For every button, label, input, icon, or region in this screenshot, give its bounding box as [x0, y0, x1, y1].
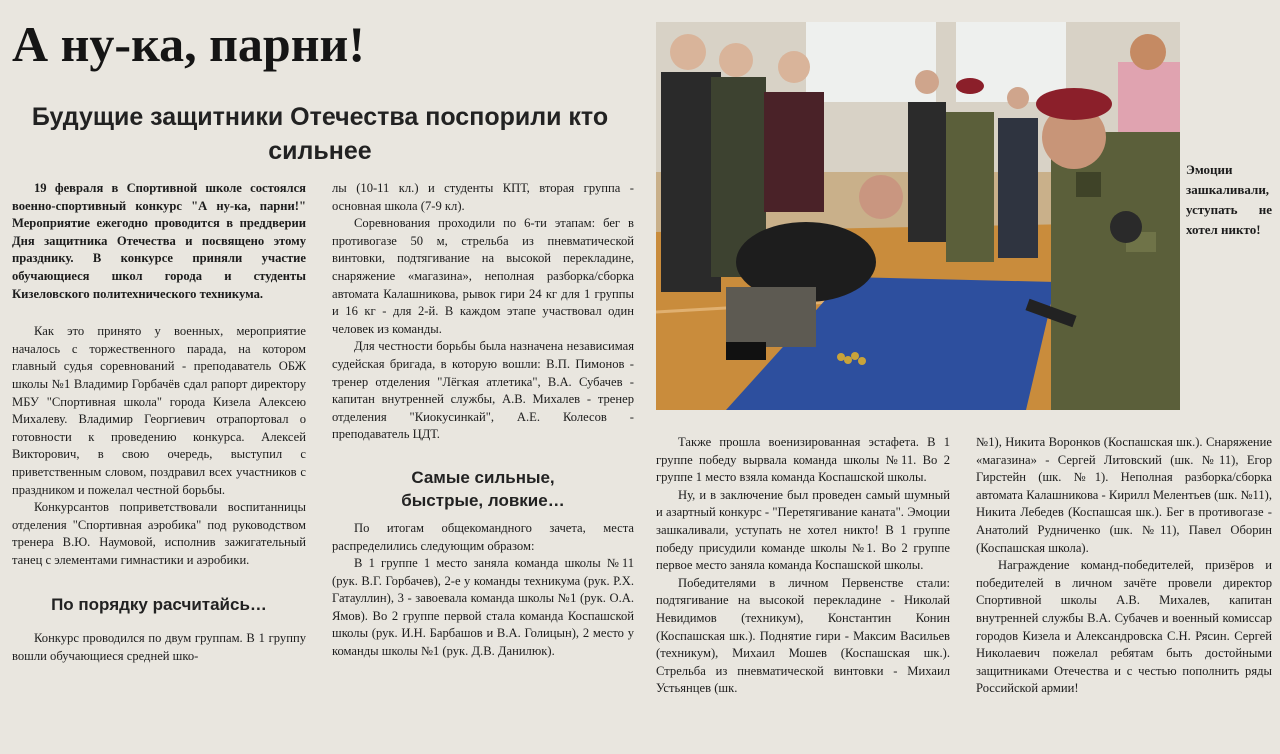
column-4	[976, 434, 1272, 698]
paragraph: Для честности борьбы была назначена независимая судейская бригада, в которую вошли: В.П. Пимонов - тренер отделения "Лёгкая атлетика", В.А. Субачев - капитан внутренней службы, А.В. Михалев - тренер отделения "Киокусинкай", А.Е. Колесов - преподаватель ЦДТ.	[332, 339, 634, 442]
column-2	[332, 180, 634, 661]
paragraph: Также прошла военизированная эстафета. В 1 группе победу вырвала команда школы №11. Во 2 группе 1 место взяла команда Коспашской школы.	[656, 435, 950, 485]
paragraph: Ну, и в заключение был проведен самый шумный и азартный конкурс - "Перетягивание каната". Эмоции зашкаливали, уступать не хотел никто! В 1 группе победу присудили команде школы №1. Во 2 группе первое место заняла команда Коспашской школы.	[656, 487, 950, 573]
section-title: По порядку расчитайсь…	[51, 595, 267, 615]
section-title: Самые сильные, быстрые, ловкие…	[401, 467, 565, 510]
subheadline: Будущие защитники Отечества поспорили кто сильнее	[31, 103, 609, 165]
photo-illustration	[656, 22, 1180, 410]
paragraph: В 1 группе 1 место заняла команда школы №11 (рук. В.Г. Горбачев), 2-е у команды техникума (рук. Р.Х. Гатауллин), 3 - завоевала команда школы №1 (рук. О.А. Ямов). Во 2 группе первой стала команда Коспашской школы (рук. И.Н. Барбашов и В.А. Голицын), 2 место у команды школы №1 (рук. Д.В. Данилюк).	[332, 556, 634, 659]
headline: А ну-ка, парни!	[12, 16, 366, 72]
lead-paragraph: 19 февраля в Спортивной школе состоялся военно-спортивный конкурс "А ну-ка, парни!" Мероприятие ежегодно проводится в преддверии Дня защитника Отечества и посвящено этому празднику. В конкурсе приняли участие обучающиеся школ города и студенты Кизеловского политехнического техникума.	[12, 181, 306, 301]
paragraph: По итогам общекомандного зачета, места распределились следующим образом:	[332, 520, 634, 553]
paragraph: №1), Никита Воронков (Коспашская шк.). Снаряжение «магазина» - Сергей Литовский (шк. №11), Егор Гирстейн (шк. №1). Неполная разборка/сборка автомата Калашникова - Кирилл Мелентьев (шк. №11), Никита Лебедев (Коспашсая шк.). Бег в противогазе - Анатолий Рудниченко (шк. №11), Павел Оборин (Коспашская школа).	[976, 435, 1272, 555]
article-photo	[656, 22, 1180, 410]
paragraph: Конкурсантов поприветствовали воспитанницы отделения "Спортивная аэробика" под руководством тренера В.Ю. Наумовой, исполнив зажигательный танец с элементами гимнастики и аэробики.	[12, 500, 306, 567]
paragraph: Соревнования проходили по 6-ти этапам: бег в противогазе 50 м, стрельба из пневматической винтовки, подтягивание на высокой перекладине, снаряжение «магазина», неполная разборка/сборка автомата Калашникова, рывок гири 24 кг для 1 группы и 16 кг - для 2-й. В каждом этапе участвовал один человек из команды.	[332, 216, 634, 336]
paragraph: лы (10-11 кл.) и студенты КПТ, вторая группа - основная школа (7-9 кл).	[332, 181, 634, 213]
paragraph: Победителями в личном Первенстве стали: подтягивание на высокой перекладине - Николай Невидимов (техникум), Константин Конин (Коспашская шк.). Поднятие гири - Максим Васильев (техникум), Михаил Мошев (Коспашская шк.). Стрельба из пневматической винтовки - Михаил Устьянцев (шк.	[656, 575, 950, 696]
column-3	[656, 434, 950, 698]
column-1	[12, 180, 306, 666]
paragraph: Конкурс проводился по двум группам. В 1 группу вошли обучающиеся средней шко-	[12, 631, 306, 664]
paragraph: Награждение команд-победителей, призёров и победителей в личном зачёте провели директор Спортивной школы А.В. Михалев, капитан внутренней службы В.А. Субачев и военный комиссар городов Кизела и Александровска С.Н. Рясин. Сергей Николаевич пожелал ребятам быть достойными защитниками Отечества и с честью пополнить ряды Российской армии!	[976, 558, 1272, 696]
photo-caption: Эмоции зашкаливали, уступать не хотел никто!	[1186, 162, 1272, 237]
paragraph: Как это принято у военных, мероприятие началось с торжественного парада, на котором главный судья соревнований - преподаватель ОБЖ школы №1 Владимир Горбачёв сдал рапорт директору МБУ "Спортивная школа" города Кизела Алексею Михалеву. Владимир Георгиевич отрапортовал о готовности к проведению конкурса. Алексей Викторович, в свою очередь, выступил с приветственным словом, поздравил всех участников с праздником и пожелал честной борьбы.	[12, 324, 306, 497]
